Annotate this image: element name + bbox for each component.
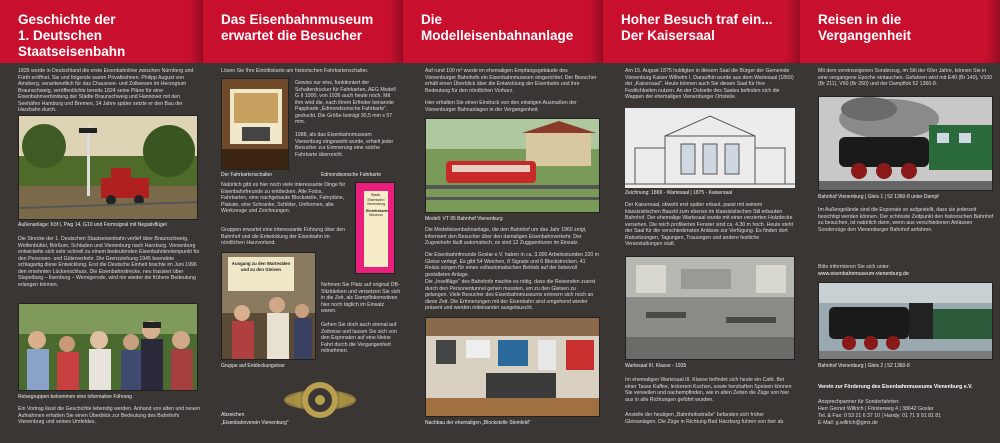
photo-caption: Reisegruppen bekommen eine informative Führung: [18, 394, 132, 400]
model-intro-2: Hier erhalten Sie einen Eindruck von den einstigen Ausmaßen der Vienenburger Bahnanlagen in der Vergangenheit.: [425, 100, 577, 113]
panel-title: Die Modelleisenbahnanlage: [421, 12, 574, 43]
info-hint: Bitte informieren Sie sich unter:: [818, 264, 891, 270]
outdoor-exhibit-photo: [18, 115, 198, 220]
photo-caption: Modell: VT 95 Bahnhof Vienenburg: [425, 216, 503, 222]
model-volunteers-text: Die Eisenbahnfreunde Goslar e.V. haben in ca. 3.000 Arbeitsstunden 220 m Gleise verlegt. Es gibt 54 Weichen, 8 Signale und 6 Blockstrecken. 41 Relais sorgen für einen vollautomatischen Betrieb auf der liebevoll gestalteten Anlage.: [425, 252, 599, 278]
building-drawing-illustration: [625, 108, 795, 188]
ticket-counter-illustration: [222, 79, 289, 170]
panel-header: [0, 0, 203, 63]
cafe-text: Im ehemaligen Wartesaal III. Klasse befindet sich heute ein Café. Bei einer Tasse Kaffee, leckerem Kuchen, sowie herzhaften Speisen können Sie verweilen und nachempfinden, wie in alten Zeiten die Züge von hier aus in alle Richtungen geführt wurden.: [625, 377, 792, 403]
photo-caption: Edmondsonsche Fahrkarte: [321, 172, 382, 178]
panel-header: [603, 0, 800, 63]
model-vt95-illustration: [426, 119, 600, 213]
model-intro: Auf rund 100 m² wurde im ehemaligen Empfangsgebäude des Vienenburger Bahnhofs ein Eisenbahnmuseum eingerichtet. Der Besucher erhält einen Überblick über die Entwicklung der Eisenbahn und ihre Bedeutung für den nördlichen Vorharz.: [425, 68, 597, 94]
museum-intro: Lösen Sie Ihre Eintrittskarte am historischen Fahrkartenschalter.: [221, 68, 369, 74]
panel-kaisersaal: [603, 0, 800, 443]
photo-caption: Gruppe auf Entdeckungstour: [221, 363, 285, 369]
contact-title: Ansprechpartner für Sonderfahrten:: [818, 399, 900, 405]
steam-locomotive-photo: [818, 96, 993, 191]
history-text: Die Strecke der 1. Deutschen Staatseisenbahn verlief über Braunschweig, Wolfenbüttel, Börßum, Schladen und Vienenburg nach Harzburg. Vienenburg entwickelte sich sehr schnell zu einem bedeutenden Eisenbahnknotenpunkt für den Personen- und Güterverkehr. Die Grenzziehung 1945 beendete schlagartig diese Entwicklung. Erst die Deutsche Einheit brachte im Juni 1996 den ersehnten Lückenschluss. Die Eisenbahnstrecke, neu trassiert über Stapelburg – Ilsenburg – Wernigerode, wird nie wieder die frühere Bedeutung erlangen können.: [18, 236, 200, 288]
museum-group-text: Gruppen erwartet eine interessante Führung über den Bahnhof und die Entwicklung der Eisenbahn im nördlichen Harzvorland.: [221, 227, 346, 246]
history-intro: 1835 wurde in Deutschland die erste Eisenbahnlinie zwischen Nürnberg und Fürth eröffnet. Sie und folgende waren Privatbahnen. Philipp August von Amsberg, verantwortlich für das Chaussee- und Zollwesen im Herzogtum Braunschweig, veröffentlichte bereits 1824 seine Pläne für eine Eisenbahnverbindung der Städte Braunschweig und Hannover mit den Seehäfen Hamburg und Bremen, 14 Jahre später setzte er den Bau der Harzbahn durch.: [18, 68, 194, 113]
panel-nostalgia-trips: [800, 0, 1000, 443]
ticket-card: Staatl. Eisenbahn Vienenburg Eintrittskarte Museum: [364, 191, 388, 267]
third-class-waiting-room-illustration: [626, 257, 795, 360]
contact-email[interactable]: E-Mail: g.willrich@gmx.de: [818, 420, 878, 426]
signal-box-illustration: [426, 318, 600, 417]
panel-header: [403, 0, 603, 63]
museum-timetravel-text: Gehen Sie doch auch einmal auf Zeitreise und lassen Sie sich von den Exponaten auf eine kleine Fahrt durch die Vergangenheit mitnehmen.: [321, 322, 397, 354]
ticket-counter-photo: [221, 78, 289, 170]
panel-title: Geschichte der 1. Deutschen Staatseisenbahn: [18, 12, 126, 59]
museum-exhibits-text: Natürlich gibt es hier noch viele interessante Dinge für Eisenbahnfreunde zu entdecken. Alte Fotos, Fahrkarten, eine nachgebaute Blockstelle, Fahrpläne, Plakate, eine Schranke, Schilder, Uniformen, alte Werkzeuge und Zeichnungen.: [221, 182, 346, 214]
photo-caption: Der Fahrkartenschalter: [221, 172, 273, 178]
photo-caption: „Eisenbahnverein Vienenburg": [221, 420, 289, 426]
outdoor-exhibit-illustration: [19, 116, 198, 220]
kaisersaal-intro: Am 15. August 1875 huldigten in diesem Saal die Bürger der Gemeinde Vienenburg Kaiser Wilhelm I. Daraufhin wurde aus dem Wartesaal (1869) der „Kaisersaal". Heute können auch Sie diesen Saal für Ihre Festlichkeiten nutzen. An der Ostseite des Saales befinden sich die Wappen der ehemaligen Vienenburger Ortsteile.: [625, 68, 794, 100]
photo-caption: Bahnhof Vienenburg | Gleis 2 | 52 1360-8: [818, 363, 910, 369]
panel-title: Das Eisenbahnmuseum erwartet die Besucher: [221, 12, 374, 43]
waiting-room-drawing: [625, 108, 795, 188]
photo-caption: Wartesaal III. Klasse - 1935: [625, 363, 687, 369]
exit-sign: Ausgang zu den Wartesälen und zu den Gleisen: [231, 261, 291, 272]
photo-caption: Nachbau der ehemaligen „Blockstelle Steinfeld": [425, 420, 531, 426]
panel-title: Reisen in die Vergangenheit: [818, 12, 912, 43]
photo-caption: Abzeichen: [221, 412, 245, 418]
panel-header: [800, 0, 1000, 63]
photo-caption: Bahnhof Vienenburg | Gleis 1 | 52 1360-8 unter Dampf: [818, 194, 939, 200]
website-link[interactable]: www.eisenbahnmuseum-vienenburg.de: [818, 271, 909, 277]
ticket-souvenir-text: 1988, als das Eisenbahnmuseum Vienenburg eingeweiht wurde, erhielt jeder Besucher zur Erinnerung eine solche Fahrkarte überreicht.: [295, 132, 394, 158]
third-class-waiting-room-photo: [625, 256, 795, 360]
model-vt95-photo: [425, 118, 600, 213]
panel-history: [0, 0, 203, 443]
history-closing: Ein Vortrag lässt die Geschichte lebendig werden. Anhand von alten und neuen Aufnahmen erhalten Sie einen Überblick zur Bedeutung des Bahnhofs Vienenburg und seines Umfeldes.: [18, 406, 200, 425]
kaisersaal-architecture-text: Der Kaisersaal, obwohl erst später erbaut, passt mit seinem klassizistischen Baustil zum ebenso im klassizistischen Stil erbauten Bahnhof. Der ehemalige Wartesaal wurde mit einer verzierten Holzdecke versehen. Die reich profilierten Fenster sind ca. 4,30 m hoch. Heute steht der Saal für die verschiedensten Anlässe zur Verfügung. Es finden dort Ratssitzungen, Tagungen, Trauungen und andere festliche Veranstaltungen statt.: [625, 202, 794, 247]
panel-model-railway: [403, 0, 603, 443]
contact-name: Herr Gernot Willrich | Försterweg 4 | 38642 Goslar: [818, 406, 934, 412]
museum-benches-text: Nehmen Sie Platz auf original DB-Sitzbänken und versetzen Sie sich in die Zeit, als Dampflokomotiven hier noch täglich im Einsatz waren.: [321, 282, 401, 314]
tracks-history-text: Anstelle der heutigen „Bahnhofsstraße" befanden sich früher Gleisanlagen. Die Züge in Richtung Bad Harzburg fuhren von hier ab.: [625, 412, 785, 425]
special-train-intro: Mit dem vereinseigenen Sonderzug, im Stil der 60er Jahre, können Sie in eine vergangene Epoche eintauchen. Gefahren wird mit E40 (Br 140), V100 (Br 211), V60 (Br 260) und der Dampflok 52 1360-8.: [818, 68, 993, 87]
contact-phone: Tel. & Fax: 0 53 21 6 37 10 | Handy: 01 71 9 91 81 81: [818, 413, 942, 419]
ticket-printer-text: Gewiss nur eins, funktioniert der Schalterdrucker für Fahrkarten, AEG Modell G II 1000, von 1936 auch heute noch. Mit ihm wird die, nach ihrem Erfinder benannte Pappkarte „Edmondsonsche Fahrkarte", gedruckt. Die Größe beträgt 30,5 mm x 57 mm.: [295, 80, 396, 125]
steam-locomotive-illustration: [819, 97, 993, 191]
panel-title: Hoher Besuch traf ein... Der Kaisersaal: [621, 12, 773, 43]
association-name: Verein zur Förderung des Eisenbahnmuseums Vienenburg e.V.: [818, 384, 973, 390]
locomotive-platform-photo: [818, 282, 993, 360]
photo-caption: Außenanlage: Köf I, Pwg 14, G10 und Formsignal mit Negativflügel: [18, 222, 167, 228]
model-layout-text: Die Modelleisenbahnanlage, die den Bahnhof um das Jahr 1960 zeigt, informiert den Besucher über den damaligen Eisenbahnverkehr. Der Zugverkehr läuft automatisch, es sind 12 Zuggarnituren im Einsatz.: [425, 227, 587, 246]
group-tour-photo: [221, 252, 316, 360]
outdoor-exhibits-text: Im Außengelände sind die Exponate so aufgestellt, dass sie jederzeit besichtigt werden können. Der schönste Zeitpunkt den historischen Bahnhof zu besuchen, ist natürlich dann, wenn aus verschiedenen Anlässen Sonderzüge den Vienenburger Bahnhof anfahren.: [818, 207, 994, 233]
locomotive-platform-illustration: [819, 283, 993, 360]
photo-caption: Zeichnung: 1869 - Wartesaal | 1875 - Kaisersaal: [625, 190, 733, 196]
model-island-text: Die „Inselfläge" des Bahnhofs machte es nötig, dass die Reisenden zuerst durch den Personentunnel gehen mussten, um zu den Gleisen zu gelangen. Viele Besucher des Eisenbahnmuseums erinnern sich noch an diese Zeit. Die Erinnerungen mit der Eisenbahn sind umgehend wieder präsent und werden miteinander ausgetauscht.: [425, 279, 596, 311]
edmondson-ticket-photo: [355, 182, 395, 274]
panel-museum: [203, 0, 403, 443]
tour-group-illustration: [19, 304, 198, 391]
signal-box-photo: [425, 317, 600, 417]
panel-header: [203, 0, 403, 63]
tour-group-photo: [18, 303, 198, 391]
